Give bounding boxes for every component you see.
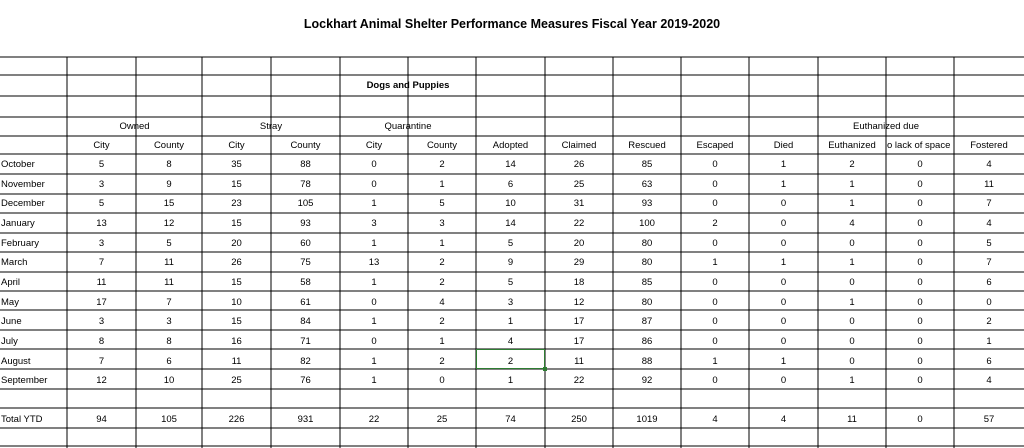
data-cell[interactable]: 1: [986, 335, 992, 347]
data-cell[interactable]: 11: [96, 276, 107, 288]
data-cell[interactable]: 2: [712, 217, 718, 229]
data-cell[interactable]: 17: [96, 296, 107, 308]
data-cell[interactable]: 85: [641, 159, 653, 170]
data-cell[interactable]: 4: [986, 375, 992, 387]
data-cell[interactable]: 7: [986, 257, 992, 269]
data-cell[interactable]: 25: [573, 178, 585, 190]
data-cell[interactable]: 0: [917, 217, 923, 229]
data-cell[interactable]: 0: [917, 316, 923, 328]
data-cell[interactable]: 1: [507, 316, 514, 328]
data-cell[interactable]: 3: [98, 237, 105, 249]
data-cell[interactable]: 88: [641, 355, 653, 367]
data-cell[interactable]: 11: [574, 355, 584, 367]
data-cell[interactable]: 17: [573, 335, 585, 347]
column-header[interactable]: Rescued: [628, 140, 666, 151]
column-header[interactable]: City: [228, 140, 245, 151]
data-cell[interactable]: 0: [780, 217, 787, 229]
data-cell[interactable]: 1: [780, 257, 787, 269]
data-cell[interactable]: 26: [573, 159, 585, 170]
total-cell[interactable]: 57: [983, 414, 995, 425]
data-cell[interactable]: 0: [780, 296, 787, 308]
data-cell[interactable]: 0: [712, 178, 718, 190]
data-cell[interactable]: 0: [917, 355, 923, 367]
row-label-month[interactable]: April: [1, 276, 21, 288]
section-label[interactable]: Dogs and Puppies: [366, 80, 450, 91]
data-cell[interactable]: 100: [639, 217, 655, 229]
data-cell[interactable]: 0: [780, 237, 787, 249]
data-cell[interactable]: 0: [917, 178, 923, 190]
data-cell[interactable]: 88: [300, 159, 311, 170]
data-cell[interactable]: 18: [573, 276, 585, 288]
column-header[interactable]: Escaped: [696, 140, 734, 151]
data-cell[interactable]: 85: [641, 276, 653, 288]
total-cell[interactable]: 4: [780, 414, 787, 425]
data-cell[interactable]: 71: [300, 335, 311, 347]
data-cell[interactable]: 5: [98, 159, 105, 170]
data-cell[interactable]: 5: [166, 237, 172, 249]
data-cell[interactable]: 15: [231, 178, 242, 190]
data-cell[interactable]: 75: [300, 257, 311, 269]
data-cell[interactable]: 35: [231, 159, 242, 170]
data-cell[interactable]: 0: [917, 257, 923, 269]
data-cell[interactable]: 10: [505, 198, 516, 210]
data-cell[interactable]: 5: [986, 237, 992, 249]
data-cell[interactable]: 2: [439, 276, 445, 288]
data-cell[interactable]: 4: [986, 217, 992, 229]
data-cell[interactable]: 4: [849, 217, 855, 229]
data-cell[interactable]: 0: [849, 335, 855, 347]
data-cell[interactable]: 0: [439, 375, 445, 387]
data-cell[interactable]: 4: [986, 159, 992, 170]
data-cell[interactable]: 2: [507, 355, 514, 367]
total-cell[interactable]: 0: [917, 414, 923, 425]
total-cell[interactable]: 250: [571, 414, 587, 425]
row-label-month[interactable]: March: [1, 257, 28, 269]
data-cell[interactable]: 2: [849, 159, 855, 170]
data-cell[interactable]: 2: [439, 316, 445, 328]
data-cell[interactable]: 2: [986, 316, 992, 328]
column-header[interactable]: o lack of space: [887, 140, 951, 151]
data-cell[interactable]: 0: [371, 178, 377, 190]
total-cell[interactable]: 105: [161, 414, 177, 425]
data-cell[interactable]: 87: [641, 316, 653, 328]
data-cell[interactable]: 1: [439, 178, 445, 190]
data-cell[interactable]: 31: [573, 198, 585, 210]
data-cell[interactable]: 0: [712, 198, 718, 210]
data-cell[interactable]: 7: [166, 296, 172, 308]
data-cell[interactable]: 84: [300, 316, 311, 328]
data-cell[interactable]: 1: [371, 316, 377, 328]
data-cell[interactable]: 0: [712, 237, 718, 249]
data-cell[interactable]: 60: [300, 237, 311, 249]
data-cell[interactable]: 10: [231, 296, 242, 308]
data-cell[interactable]: 80: [641, 237, 653, 249]
row-label-month[interactable]: September: [1, 375, 48, 387]
data-cell[interactable]: 25: [231, 375, 242, 387]
total-cell[interactable]: 11: [847, 414, 857, 425]
row-label-month[interactable]: February: [1, 237, 40, 249]
data-cell[interactable]: 3: [507, 296, 514, 308]
data-cell[interactable]: 1: [780, 355, 787, 367]
data-cell[interactable]: 1: [371, 198, 377, 210]
active-cell-selection[interactable]: [476, 349, 545, 369]
column-header[interactable]: Euthanized: [828, 140, 876, 151]
data-cell[interactable]: 61: [300, 296, 311, 308]
data-cell[interactable]: 15: [231, 276, 242, 288]
total-cell[interactable]: 1019: [636, 414, 658, 425]
data-cell[interactable]: 23: [231, 198, 242, 210]
data-cell[interactable]: 15: [231, 316, 242, 328]
data-cell[interactable]: 3: [98, 316, 105, 328]
data-cell[interactable]: 1: [849, 178, 855, 190]
group-header-stray[interactable]: Stray: [259, 121, 283, 132]
data-cell[interactable]: 0: [849, 316, 855, 328]
data-cell[interactable]: 29: [573, 257, 585, 269]
data-cell[interactable]: 0: [849, 276, 855, 288]
data-cell[interactable]: 76: [300, 375, 311, 387]
fill-handle[interactable]: [543, 367, 547, 371]
total-cell[interactable]: 94: [96, 414, 107, 425]
total-cell[interactable]: 22: [368, 414, 380, 425]
data-cell[interactable]: 0: [986, 296, 992, 308]
data-cell[interactable]: 9: [507, 257, 514, 269]
data-cell[interactable]: 1: [849, 257, 855, 269]
data-cell[interactable]: 0: [780, 335, 787, 347]
column-header[interactable]: County: [426, 140, 458, 151]
data-cell[interactable]: 5: [439, 198, 445, 210]
data-cell[interactable]: 2: [439, 159, 445, 170]
column-header[interactable]: City: [93, 140, 110, 151]
data-cell[interactable]: 6: [166, 355, 172, 367]
data-cell[interactable]: 0: [780, 375, 787, 387]
row-label-month[interactable]: June: [1, 316, 22, 328]
column-header[interactable]: County: [153, 140, 185, 151]
data-cell[interactable]: 1: [371, 375, 377, 387]
data-cell[interactable]: 1: [439, 335, 445, 347]
data-cell[interactable]: 1: [371, 237, 377, 249]
total-cell[interactable]: 25: [436, 414, 448, 425]
data-cell[interactable]: 0: [917, 159, 923, 170]
data-cell[interactable]: 1: [712, 257, 718, 269]
data-cell[interactable]: 3: [371, 217, 377, 229]
data-cell[interactable]: 15: [231, 217, 242, 229]
data-cell[interactable]: 0: [780, 316, 787, 328]
data-cell[interactable]: 1: [507, 375, 514, 387]
data-cell[interactable]: 15: [163, 198, 175, 210]
data-cell[interactable]: 0: [917, 276, 923, 288]
data-cell[interactable]: 0: [780, 198, 787, 210]
data-cell[interactable]: 5: [98, 198, 105, 210]
data-cell[interactable]: 12: [163, 217, 175, 229]
data-cell[interactable]: 0: [712, 375, 718, 387]
column-header[interactable]: Died: [773, 140, 794, 151]
total-cell[interactable]: 4: [712, 414, 718, 425]
data-cell[interactable]: 58: [300, 276, 311, 288]
data-cell[interactable]: 9: [166, 178, 172, 190]
data-cell[interactable]: 0: [849, 237, 855, 249]
data-cell[interactable]: 1: [712, 355, 718, 367]
data-cell[interactable]: 5: [507, 276, 514, 288]
data-cell[interactable]: 1: [780, 178, 787, 190]
data-cell[interactable]: 0: [712, 335, 718, 347]
data-cell[interactable]: 0: [917, 375, 923, 387]
row-label-month[interactable]: January: [1, 217, 35, 229]
data-cell[interactable]: 1: [849, 375, 855, 387]
data-cell[interactable]: 8: [166, 335, 172, 347]
data-cell[interactable]: 93: [641, 198, 653, 210]
data-cell[interactable]: 22: [573, 217, 585, 229]
data-cell[interactable]: 16: [231, 335, 242, 347]
data-cell[interactable]: 14: [505, 217, 516, 229]
data-cell[interactable]: 12: [573, 296, 585, 308]
data-cell[interactable]: 4: [507, 335, 514, 347]
group-header-owned[interactable]: Owned: [119, 121, 150, 132]
group-header-quarantine[interactable]: Quarantine: [384, 121, 432, 132]
data-cell[interactable]: 2: [439, 355, 445, 367]
data-cell[interactable]: 0: [917, 296, 923, 308]
data-cell[interactable]: 0: [712, 276, 718, 288]
data-cell[interactable]: 11: [984, 178, 994, 190]
data-cell[interactable]: 3: [98, 178, 105, 190]
data-cell[interactable]: 8: [98, 335, 105, 347]
data-cell[interactable]: 5: [507, 237, 514, 249]
data-cell[interactable]: 17: [573, 316, 585, 328]
data-cell[interactable]: 0: [917, 237, 923, 249]
data-cell[interactable]: 7: [98, 257, 105, 269]
column-header[interactable]: County: [290, 140, 321, 151]
data-cell[interactable]: 11: [164, 276, 174, 288]
data-cell[interactable]: 93: [300, 217, 311, 229]
data-cell[interactable]: 0: [917, 335, 923, 347]
row-label-month[interactable]: December: [1, 198, 45, 210]
data-cell[interactable]: 20: [231, 237, 242, 249]
data-cell[interactable]: 26: [231, 257, 242, 269]
data-cell[interactable]: 63: [641, 178, 653, 190]
data-cell[interactable]: 11: [164, 257, 174, 269]
row-label-month[interactable]: November: [1, 178, 45, 190]
data-cell[interactable]: 78: [300, 178, 311, 190]
row-label-month[interactable]: October: [1, 159, 35, 170]
total-cell[interactable]: 931: [297, 414, 314, 425]
data-cell[interactable]: 0: [371, 296, 377, 308]
data-cell[interactable]: 13: [368, 257, 380, 269]
data-cell[interactable]: 0: [712, 296, 718, 308]
group-header-euthanized-due[interactable]: Euthanized due: [852, 121, 920, 132]
column-header[interactable]: Adopted: [492, 140, 529, 151]
data-cell[interactable]: 2: [439, 257, 445, 269]
data-cell[interactable]: 20: [573, 237, 585, 249]
data-cell[interactable]: 3: [166, 316, 172, 328]
column-header[interactable]: Fostered: [970, 140, 1008, 151]
column-header[interactable]: City: [365, 140, 383, 151]
data-cell[interactable]: 0: [371, 335, 377, 347]
data-cell[interactable]: 7: [986, 198, 992, 210]
data-cell[interactable]: 1: [439, 237, 445, 249]
data-cell[interactable]: 12: [96, 375, 107, 387]
data-cell[interactable]: 86: [641, 335, 653, 347]
data-cell[interactable]: 14: [505, 159, 516, 170]
row-label-month[interactable]: July: [1, 335, 18, 347]
data-cell[interactable]: 8: [166, 159, 172, 170]
data-cell[interactable]: 3: [439, 217, 445, 229]
data-cell[interactable]: 80: [641, 296, 653, 308]
data-cell[interactable]: 1: [849, 198, 855, 210]
data-cell[interactable]: 13: [96, 217, 107, 229]
total-cell[interactable]: 74: [505, 414, 516, 425]
data-cell[interactable]: 105: [297, 198, 314, 210]
row-label-month[interactable]: May: [1, 296, 19, 308]
data-cell[interactable]: 0: [849, 355, 855, 367]
data-cell[interactable]: 1: [371, 355, 377, 367]
row-label-month[interactable]: August: [1, 355, 31, 367]
sheet-title: Lockhart Animal Shelter Performance Measures Fiscal Year 2019-2020: [303, 17, 721, 31]
data-cell[interactable]: 6: [986, 276, 992, 288]
total-label[interactable]: Total YTD: [1, 414, 43, 425]
data-cell[interactable]: 0: [712, 159, 718, 170]
data-cell[interactable]: 80: [641, 257, 653, 269]
data-cell[interactable]: 6: [986, 355, 992, 367]
data-cell[interactable]: 1: [371, 276, 377, 288]
data-cell[interactable]: 11: [231, 355, 242, 367]
data-cell[interactable]: 0: [780, 276, 787, 288]
data-cell[interactable]: 10: [163, 375, 175, 387]
data-cell[interactable]: 82: [300, 355, 311, 367]
total-cell[interactable]: 226: [228, 414, 245, 425]
data-cell[interactable]: 0: [917, 198, 923, 210]
data-cell[interactable]: 0: [371, 159, 377, 170]
data-cell[interactable]: 4: [439, 296, 445, 308]
data-cell[interactable]: 0: [712, 316, 718, 328]
data-cell[interactable]: 92: [641, 375, 653, 387]
data-cell[interactable]: 6: [507, 178, 514, 190]
column-header[interactable]: Claimed: [561, 140, 597, 151]
data-cell[interactable]: 1: [780, 159, 787, 170]
data-cell[interactable]: 22: [573, 375, 585, 387]
data-cell[interactable]: 7: [98, 355, 105, 367]
data-cell[interactable]: 1: [849, 296, 855, 308]
